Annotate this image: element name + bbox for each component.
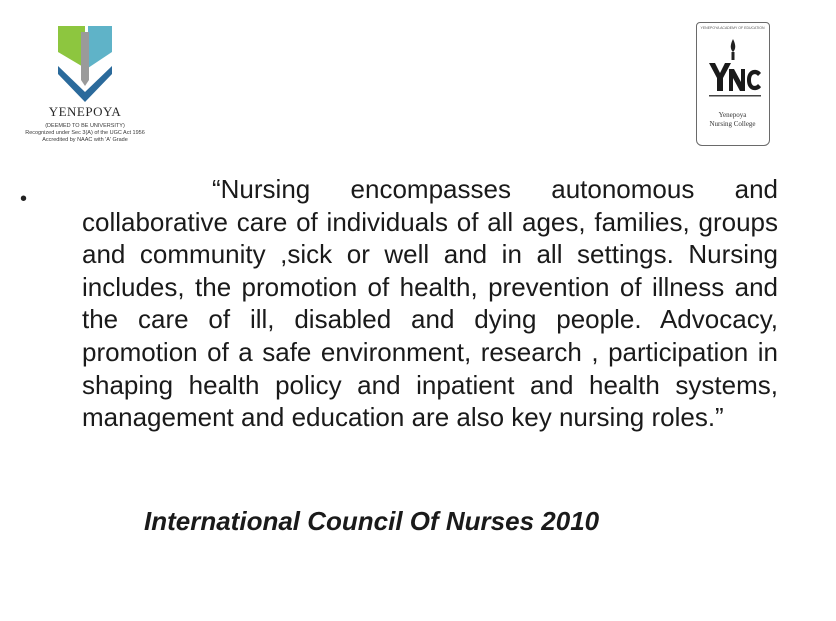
university-recognition-text: Recognized under Sec 3(A) of the UGC Act 1956 [25, 130, 145, 136]
shield-emblem-icon [52, 22, 118, 102]
university-status-text: (DEEMED TO BE UNIVERSITY) [45, 123, 125, 129]
nursing-college-logo [696, 22, 770, 146]
university-wordmark: YENEPOYA [48, 104, 122, 119]
logo-arc-text: YENEPOYA ACADEMY OF EDUCATION [700, 26, 765, 30]
college-name-line1: Yenepoya [718, 111, 747, 119]
quote-attribution: International Council Of Nurses 2010 [144, 506, 600, 536]
nursing-definition-quote: “Nursing encompasses autonomous and collaborative care of individuals of all ages, families, groups and community ,sick or well and in all settings. Nursing includes, the promotion of health, prevention of illness and the care of ill, disabled and dying people. Advocacy, promotion of a safe environment, research , participation in shaping health policy and inpatient and health systems, management and education are also key nursing roles.” [82, 174, 778, 433]
ync-monogram-icon [703, 33, 763, 107]
bullet-marker: • [20, 188, 28, 210]
university-accreditation-text: Accredited by NAAC with 'A' Grade [42, 137, 128, 143]
college-name-line2: Nursing College [709, 120, 756, 128]
yenepoya-university-logo [24, 22, 146, 156]
